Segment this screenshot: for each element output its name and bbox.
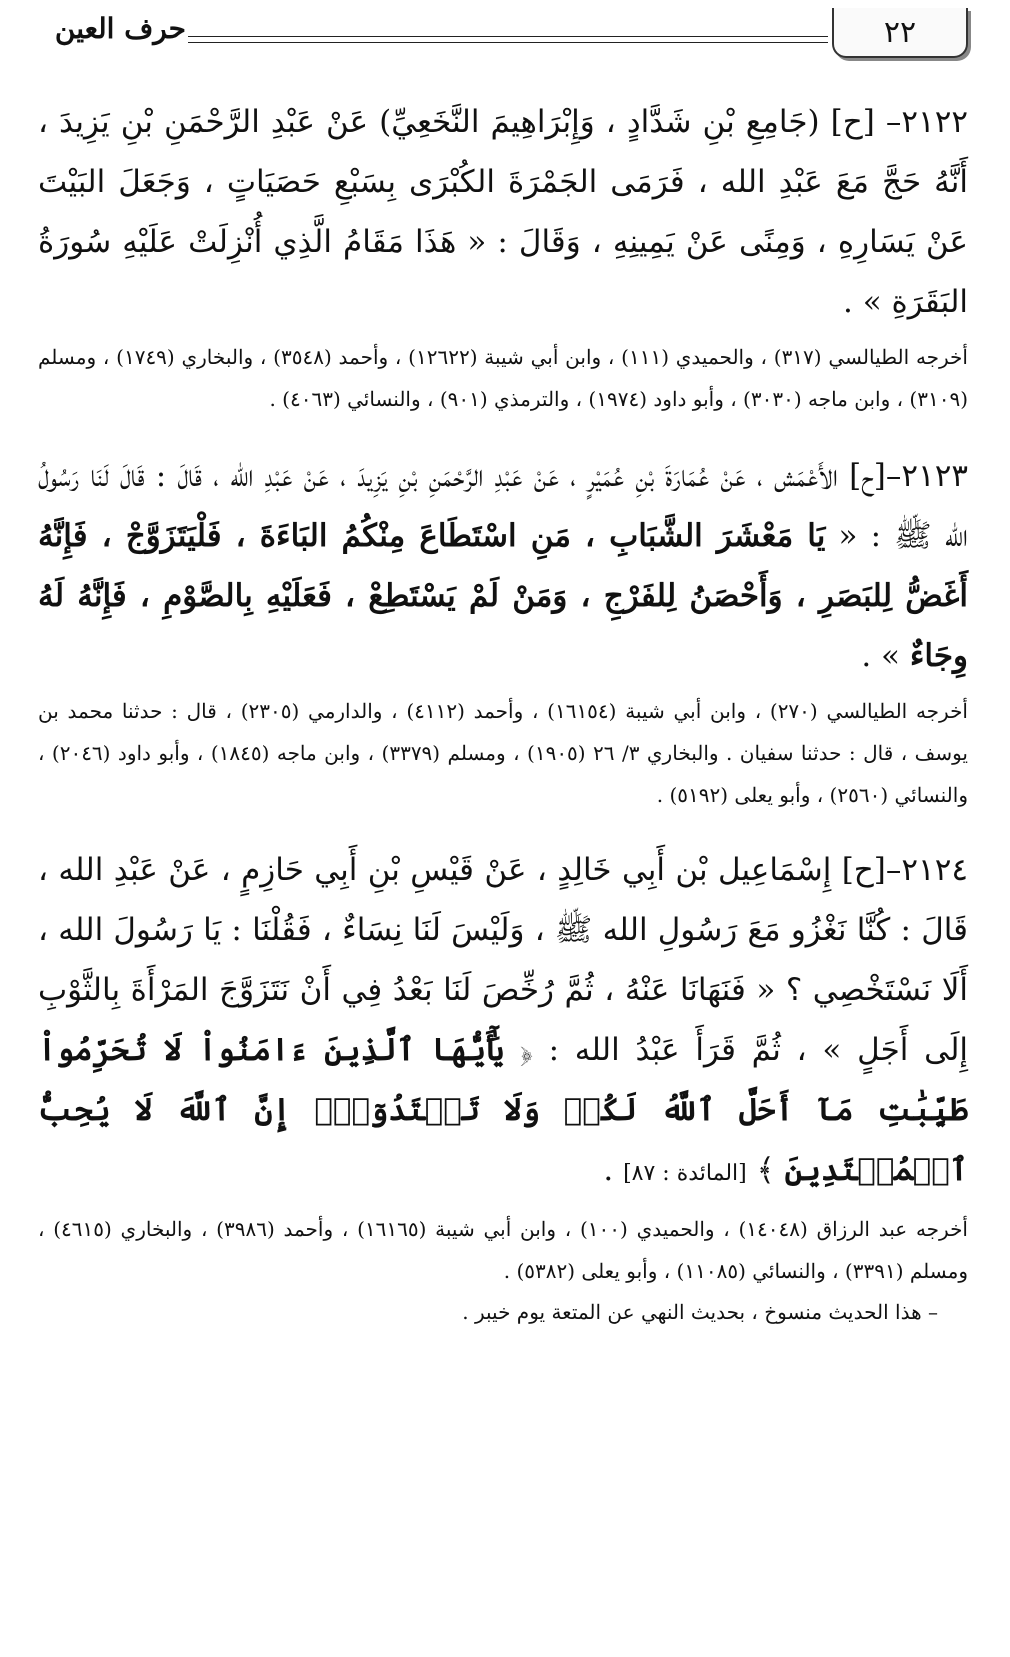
takhrij-2124: أخرجه عبد الرزاق (١٤٠٤٨) ، والحميدي (١٠٠) ، وابن أبي شيبة (١٦١٦٥) ، وأحمد (٣٩٨٦) ، والبخاري (٤٦١٥) ، ومسلم (٣٣٩١) ، والنسائي (١١٠٨٥) ، وأبو يعلى (٥٣٨٢) . [38, 1217, 968, 1283]
sura-reference: [المائدة : ٨٧] [623, 1161, 747, 1186]
hadith-text: – [ح] (جَامِعِ بْنِ شَدَّادٍ ، وَإِبْرَاهِيمَ النَّخَعِيِّ) عَنْ عَبْدِ الرَّحْمَنِ بْنِ يَزِيدَ ، أَنَّهُ حَجَّ مَعَ عَبْدِ الله ، فَرَمَى الجَمْرَةَ الكُبْرَى بِسَبْعِ حَصَيَاتٍ ، وَجَعَلَ البَيْتَ عَنْ يَسَارِهِ ، وَمِنًى عَنْ يَمِينِهِ ، وَقَالَ : « هَذَا مَقَامُ الَّذِي أُنْزِلَتْ عَلَيْهِ سُورَةُ البَقَرَةِ » . [38, 104, 968, 320]
takhrij-2122: أخرجه الطيالسي (٣١٧) ، والحميدي (١١١) ، وابن أبي شيبة (١٢٦٢٢) ، وأحمد (٣٥٤٨) ، والبخاري (١٧٤٩) ، ومسلم (٣١٠٩) ، وابن ماجه (٣٠٣٠) ، وأبو داود (١٩٧٤) ، والترمذي (٩٠١) ، والنسائي (٤٠٦٣) . [38, 345, 968, 411]
hadith-text-final: . [603, 1152, 624, 1188]
takhrij-2123: أخرجه الطيالسي (٢٧٠) ، وابن أبي شيبة (١٦١٥٤) ، وأحمد (٤١١٢) ، والدارمي (٢٣٠٥) ، قال : حدثنا محمد بن يوسف ، قال : حدثنا سفيان . والبخاري ٣/ ٢٦ (١٩٠٥) ، ومسلم (٣٣٧٩) ، وابن ماجه (١٨٤٥) ، وأبو داود (٢٠٤٦) ، والنسائي (٢٥٦٠) ، وأبو يعلى (٥١٩٢) . [38, 699, 968, 807]
page-number: ٢٢ [832, 8, 968, 58]
hadith-text: –[ح] الأَعْمَش ، عَنْ عُمَارَةَ بْنِ عُمَيْرٍ ، عَنْ عَبْدِ الرَّحْمَنِ بْنِ يَزِيدَ ، عَنْ عَبْدِ الله ، قَالَ : قَالَ لَنَا رَسُولُ الله ﷺ : « [38, 458, 968, 554]
prophet-speech: يَا مَعْشَرَ الشَّبَابِ ، مَنِ اسْتَطَاعَ مِنْكُمُ البَاءَةَ ، فَلْيَتَزَوَّجْ ، فَإِنَّهُ أَغَضُّ لِلبَصَرِ ، وَأَحْصَنُ لِلفَرْجِ ، وَمَنْ لَمْ يَسْتَطِعْ ، فَعَلَيْهِ بِالصَّوْمِ ، فَإِنَّهُ لَهُ وِجَاءٌ [38, 518, 968, 674]
hadith-2124 [38, 840, 968, 1204]
chapter-title: حرف العين [54, 12, 186, 45]
quran-bracket-close: ﴾ [746, 1152, 785, 1188]
hadith-number: ٢١٢٤ [901, 852, 968, 888]
hadith-2122 [38, 92, 968, 332]
page-content [38, 92, 968, 1332]
page-header [38, 8, 968, 60]
header-rule [188, 36, 828, 43]
hadith-number: ٢١٢٣ [901, 458, 968, 494]
hadith-2123 [38, 446, 968, 686]
abrogation-note: – هذا الحديث منسوخ ، بحديث النهي عن المتعة يوم خيبر . [462, 1300, 938, 1324]
hadith-text: –[ح] إِسْمَاعِيل بْن أَبِي خَالِدٍ ، عَنْ قَيْسِ بْنِ أَبِي حَازِمٍ ، عَنْ عَبْدِ الله ، قَالَ : كُنَّا نَغْزُو مَعَ رَسُولِ الله ﷺ ، وَلَيْسَ لَنَا نِسَاءٌ ، فَقُلْنَا : يَا رَسُولَ الله ، أَلَا نَسْتَخْصِي ؟ « فَنَهَانَا عَنْهُ ، ثُمَّ رُخِّصَ لَنَا بَعْدُ فِي أَنْ نَتَزَوَّجَ المَرْأَةَ بِالثَّوْبِ إِلَى أَجَلٍ » ، ثُمَّ قَرَأَ عَبْدُ الله : ﴿ [38, 852, 968, 1068]
quran-verse: يَٰٓأَيُّهَا ٱلَّذِينَ ءَامَنُواْ لَا تُحَرِّمُواْ طَيِّبَٰتِ مَآ أَحَلَّ ٱللَّهُ لَكُمۡ وَلَا تَعۡتَدُوٓاْۚ إِنَّ ٱللَّهَ لَا يُحِبُّ ٱلۡمُعۡتَدِينَ [38, 1032, 968, 1188]
hadith-text-end: » . [861, 638, 910, 674]
hadith-number: ٢١٢٢ [901, 104, 968, 140]
